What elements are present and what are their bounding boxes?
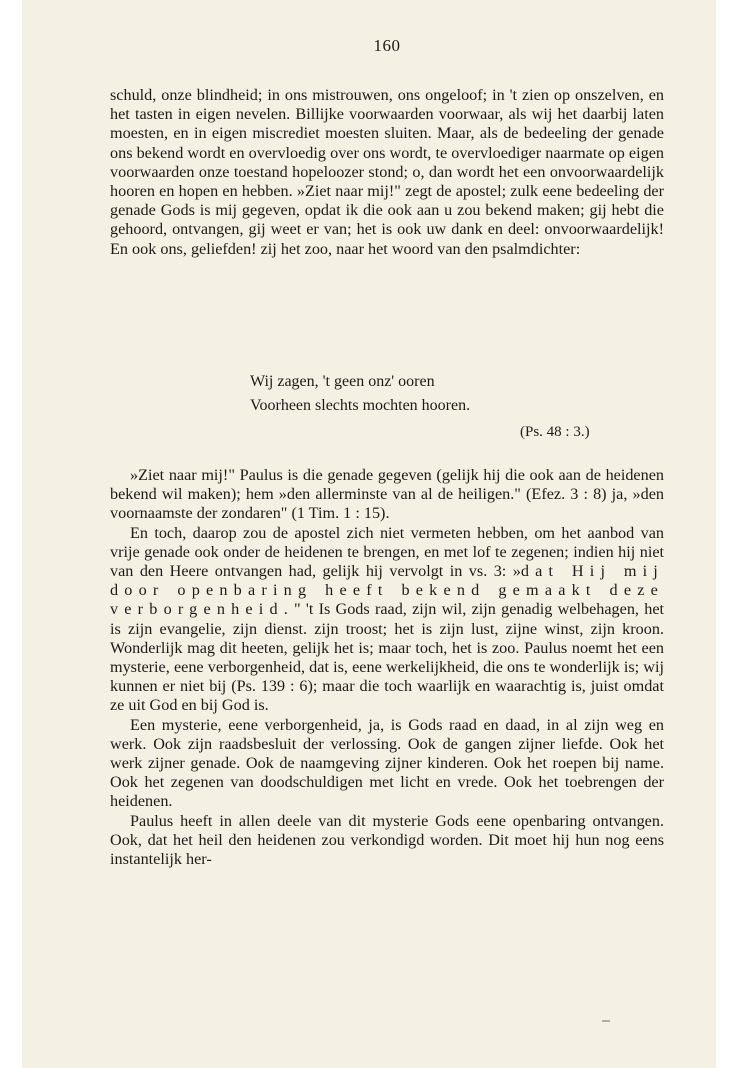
paragraph-2: »Ziet naar mij!" Paulus is die genade gegeven (gelijk hij die ook aan de heidenen bekend wil maken); hem »den allerminste van al de heiligen." (Efez. 3 : 8) ja, »den voornaamste der zondaren" (1 Tim. 1 : 15). [110,466,664,523]
page-number: 160 [373,36,401,55]
psalm-line-2: Voorheen slechts mochten hooren. [250,397,471,414]
paragraph-3-end: " 't Is Gods raad, zijn wil, zijn genadig welbehagen, het is zijn evangelie, zijn dienst. zijn troost; het is zijn lust, zijne winst, zijn kroon. Wonderlijk mag dit heeten, gelijk het is; maar toch, het is zoo. Paulus noemt het een mysterie, eene verborgenheid, dat is, eene werkelijkheid, die ons te wonderlijk is; wij kunnen er niet bij (Ps. 139 : 6); maar die toch waarlijk en waarachtig is, juist omdat ze uit God en bij God is. [110,600,664,715]
psalm-citation: (Ps. 48 : 3.) [520,424,590,440]
paragraph-1: schuld, onze blindheid; in ons mistrouwen, ons ongeloof; in 't zien op onszelven, en het tasten in eigen nevelen. Billijke voorwaarden voorwaar, als wij het daarbij laten moesten, en in eigen miscrediet moesten sluiten. Maar, als de bedeeling der genade ons bekend wordt en overvloedig over ons wordt, te overvloediger naarmate op eigen voorwaarden onze toestand hopeloozer stond; o, dan wordt het een onvoorwaardelijk hooren en hopen en hebben. »Ziet naar mij!" zegt de apostel; zulk eene bedeeling der genade Gods is mij gegeven, opdat ik die ook aan u zou bekend maken; gij hebt die gehoord, ontvangen, gij weet er van; het is ook uw dank en deel: onvoorwaardelijk! En ook ons, geliefden! zij het zoo, naar het woord van den psalmdichter: [110,86,664,258]
paragraph-4: Een mysterie, eene verborgenheid, ja, is Gods raad en daad, in al zijn weg en werk. Ook zijn raadsbesluit der verlossing. Ook de gangen zijner liefde. Ook het werk zijner genade. Ook de naamgeving zijner kinderen. Ook het roepen bij name. Ook het zegenen van doodschuldigen met licht en vrede. Ook het toebrengen der heidenen. [110,715,664,811]
book-page [22,0,716,1068]
paragraph-3-start: En toch, daarop zou de apostel zich niet vermeten hebben, om het aanbod van vrije genade ook onder de heidenen te brengen, en met lof te zegenen; indien hij niet van den Heere ontvangen had, gelijk hij vervolgt in vs. 3: » [110,523,664,581]
print-mark [602,1020,610,1022]
paragraph-3-spaced-quote: dat Hij mij door openbaring heeft bekend gemaakt deze verborgenheid. [110,562,664,619]
paragraph-3 [110,524,664,716]
paragraph-5: Paulus heeft in allen deele van dit mysterie Gods eene openbaring ontvangen. Ook, dat het heil den heidenen zou verkondigd worden. Dit moet hij hun nog eens instantelijk her- [110,811,664,869]
psalm-line-1: Wij zagen, 't geen onz' ooren [250,373,435,390]
body-paragraphs [110,466,664,869]
psalm-quote [250,370,610,418]
